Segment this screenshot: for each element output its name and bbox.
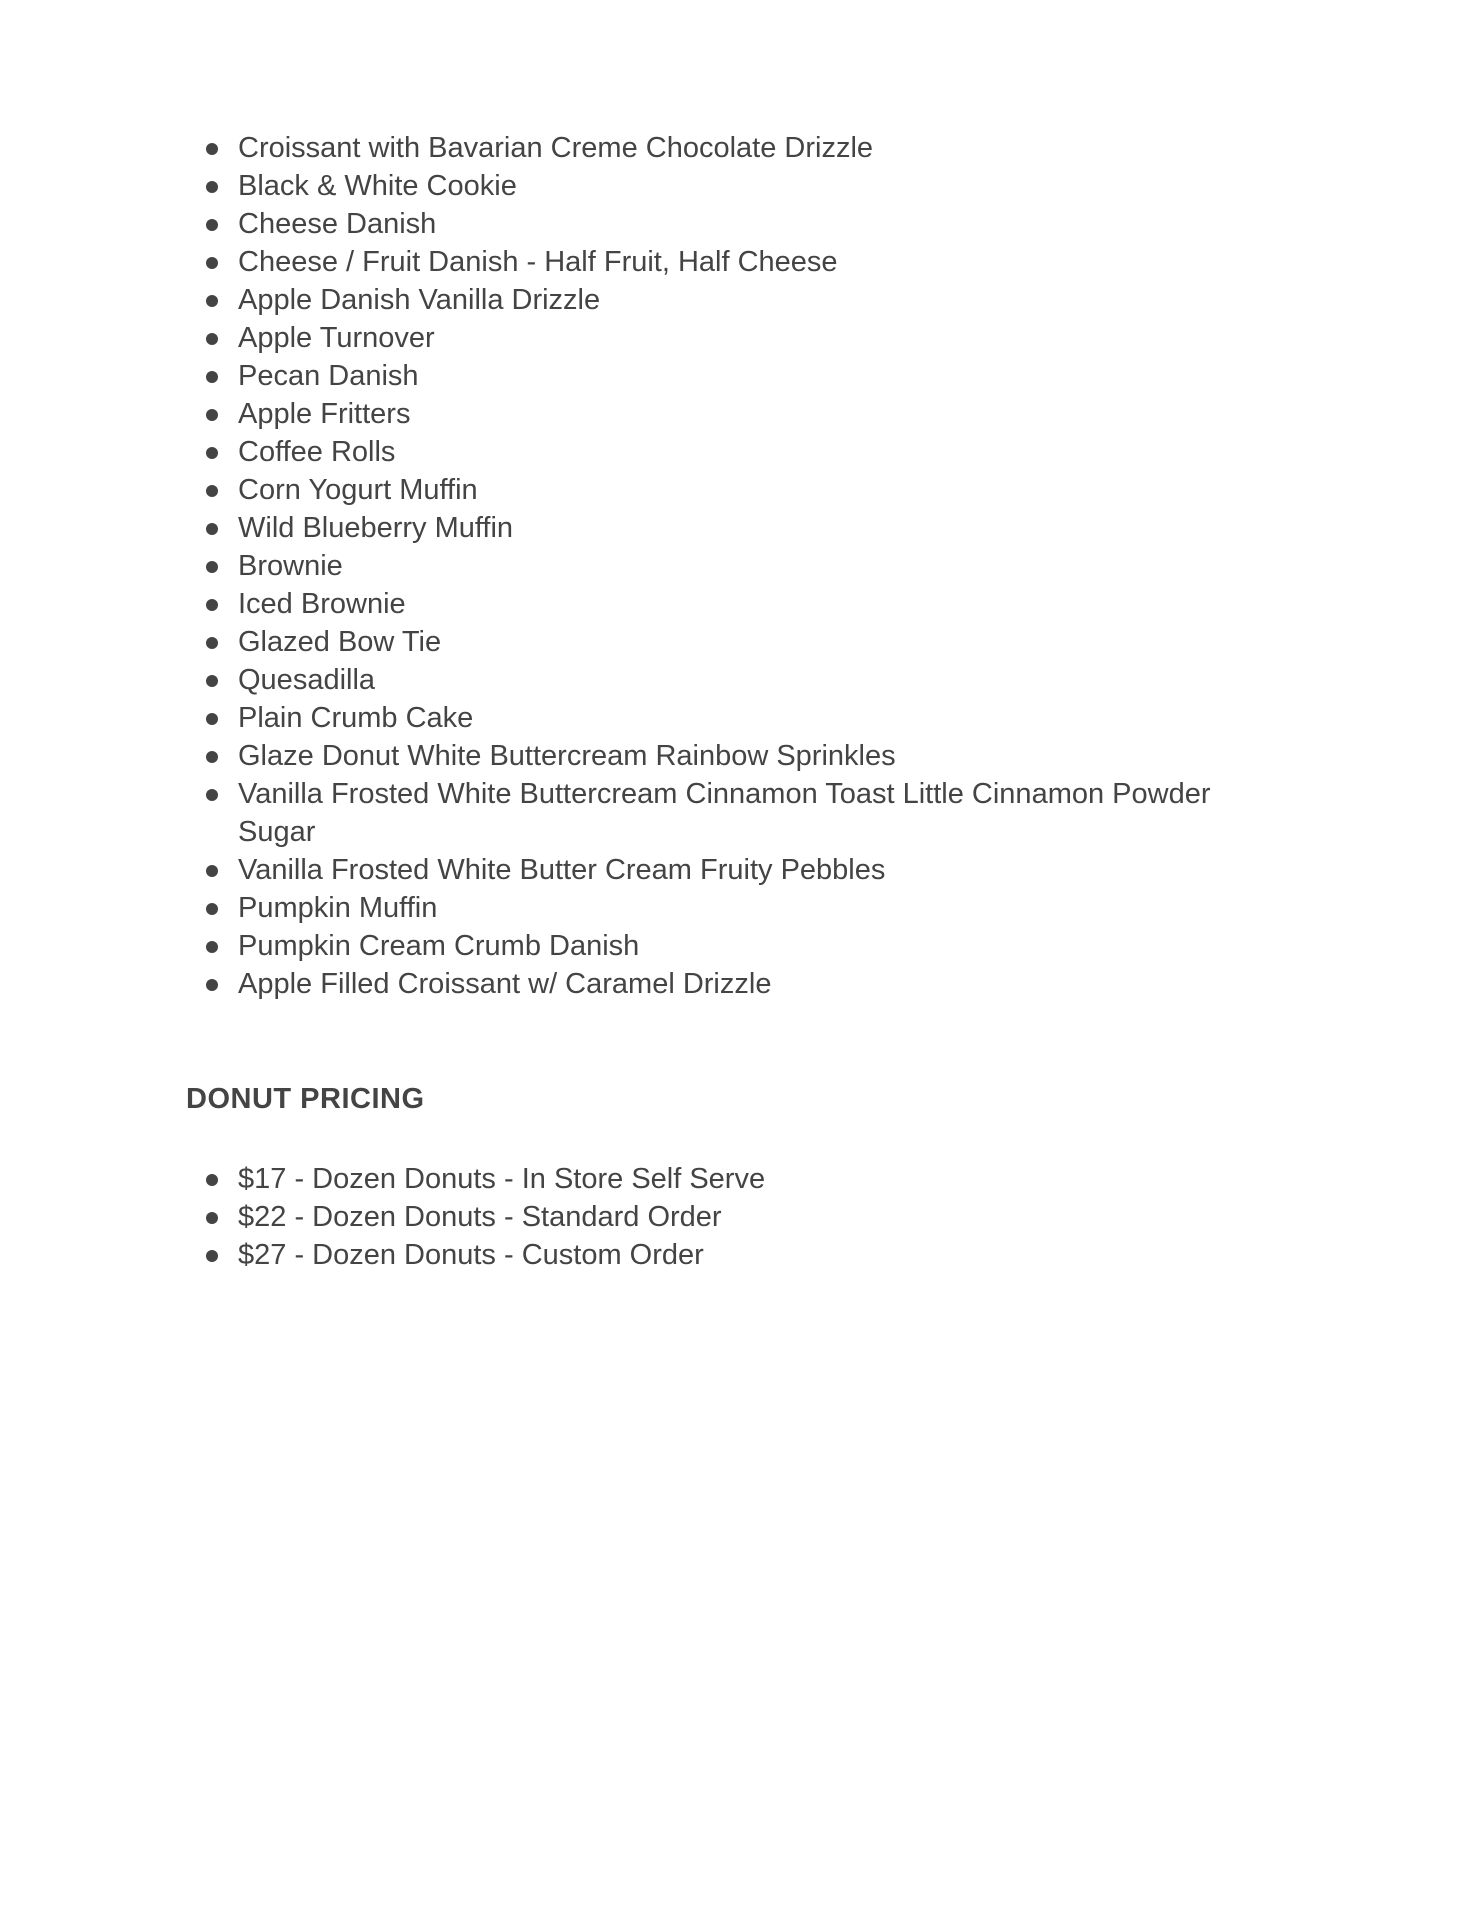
bullet-icon bbox=[206, 751, 218, 763]
bullet-icon bbox=[206, 409, 218, 421]
list-item bbox=[186, 281, 1286, 319]
price-item-text: $17 - Dozen Donuts - In Store Self Serve bbox=[238, 1163, 766, 1195]
bullet-icon bbox=[206, 485, 218, 497]
list-item-text: Pumpkin Muffin bbox=[238, 892, 438, 924]
list-item-text: Apple Turnover bbox=[238, 322, 435, 354]
bullet-icon bbox=[206, 675, 218, 687]
bullet-icon bbox=[206, 371, 218, 383]
list-item bbox=[186, 243, 1286, 281]
bullet-icon bbox=[206, 637, 218, 649]
bullet-icon bbox=[206, 789, 218, 801]
bullet-icon bbox=[206, 1212, 218, 1224]
list-item bbox=[186, 205, 1286, 243]
bullet-icon bbox=[206, 1174, 218, 1186]
price-item-text: $22 - Dozen Donuts - Standard Order bbox=[238, 1201, 722, 1233]
bullet-icon bbox=[206, 865, 218, 877]
list-item-text: Apple Fritters bbox=[238, 398, 411, 430]
list-item-text: Corn Yogurt Muffin bbox=[238, 474, 478, 506]
price-item bbox=[186, 1160, 1286, 1198]
list-item-text: Pecan Danish bbox=[238, 360, 419, 392]
list-item-text: Vanilla Frosted White Buttercream Cinnamon Toast Little Cinnamon Powder Sugar bbox=[238, 778, 1211, 848]
list-item bbox=[186, 623, 1286, 661]
list-item bbox=[186, 167, 1286, 205]
list-item bbox=[186, 699, 1286, 737]
list-item bbox=[186, 357, 1286, 395]
list-item-text: Coffee Rolls bbox=[238, 436, 396, 468]
list-item bbox=[186, 319, 1286, 357]
bullet-icon bbox=[206, 941, 218, 953]
list-item-text: Croissant with Bavarian Creme Chocolate Drizzle bbox=[238, 132, 874, 164]
bullet-icon bbox=[206, 447, 218, 459]
bullet-icon bbox=[206, 979, 218, 991]
list-item-text: Glazed Bow Tie bbox=[238, 626, 442, 658]
list-item bbox=[186, 395, 1286, 433]
bullet-icon bbox=[206, 257, 218, 269]
donut-pricing-list bbox=[186, 1160, 1286, 1274]
list-item-text: Pumpkin Cream Crumb Danish bbox=[238, 930, 640, 962]
list-item bbox=[186, 547, 1286, 585]
list-item-text: Glaze Donut White Buttercream Rainbow Sprinkles bbox=[238, 740, 896, 772]
list-item-text: Wild Blueberry Muffin bbox=[238, 512, 514, 544]
list-item-text: Cheese Danish bbox=[238, 208, 437, 240]
bullet-icon bbox=[206, 181, 218, 193]
list-item bbox=[186, 851, 1286, 889]
bullet-icon bbox=[206, 599, 218, 611]
list-item bbox=[186, 737, 1286, 775]
menu-items-list bbox=[186, 129, 1286, 1003]
list-item-text: Apple Danish Vanilla Drizzle bbox=[238, 284, 601, 316]
bullet-icon bbox=[206, 903, 218, 915]
bullet-icon bbox=[206, 219, 218, 231]
list-item-text: Apple Filled Croissant w/ Caramel Drizzle bbox=[238, 968, 772, 1000]
list-item-text: Cheese / Fruit Danish - Half Fruit, Half Cheese bbox=[238, 246, 838, 278]
bullet-icon bbox=[206, 523, 218, 535]
list-item-text: Black & White Cookie bbox=[238, 170, 517, 202]
list-item bbox=[186, 965, 1286, 1003]
price-item bbox=[186, 1198, 1286, 1236]
list-item bbox=[186, 927, 1286, 965]
list-item-text: Brownie bbox=[238, 550, 343, 582]
bullet-icon bbox=[206, 561, 218, 573]
list-item-text: Quesadilla bbox=[238, 664, 376, 696]
list-item bbox=[186, 661, 1286, 699]
donut-pricing-heading: DONUT PRICING bbox=[186, 1083, 425, 1115]
bullet-icon bbox=[206, 295, 218, 307]
list-item bbox=[186, 585, 1286, 623]
bullet-icon bbox=[206, 1250, 218, 1262]
list-item bbox=[186, 889, 1286, 927]
list-item bbox=[186, 433, 1286, 471]
price-item bbox=[186, 1236, 1286, 1274]
price-item-text: $27 - Dozen Donuts - Custom Order bbox=[238, 1239, 704, 1271]
list-item-text: Vanilla Frosted White Butter Cream Fruity Pebbles bbox=[238, 854, 886, 886]
list-item bbox=[186, 471, 1286, 509]
bullet-icon bbox=[206, 143, 218, 155]
list-item-text: Iced Brownie bbox=[238, 588, 406, 620]
list-item bbox=[186, 509, 1286, 547]
list-item bbox=[186, 775, 1286, 851]
list-item-text: Plain Crumb Cake bbox=[238, 702, 474, 734]
bullet-icon bbox=[206, 713, 218, 725]
bullet-icon bbox=[206, 333, 218, 345]
list-item bbox=[186, 129, 1286, 167]
